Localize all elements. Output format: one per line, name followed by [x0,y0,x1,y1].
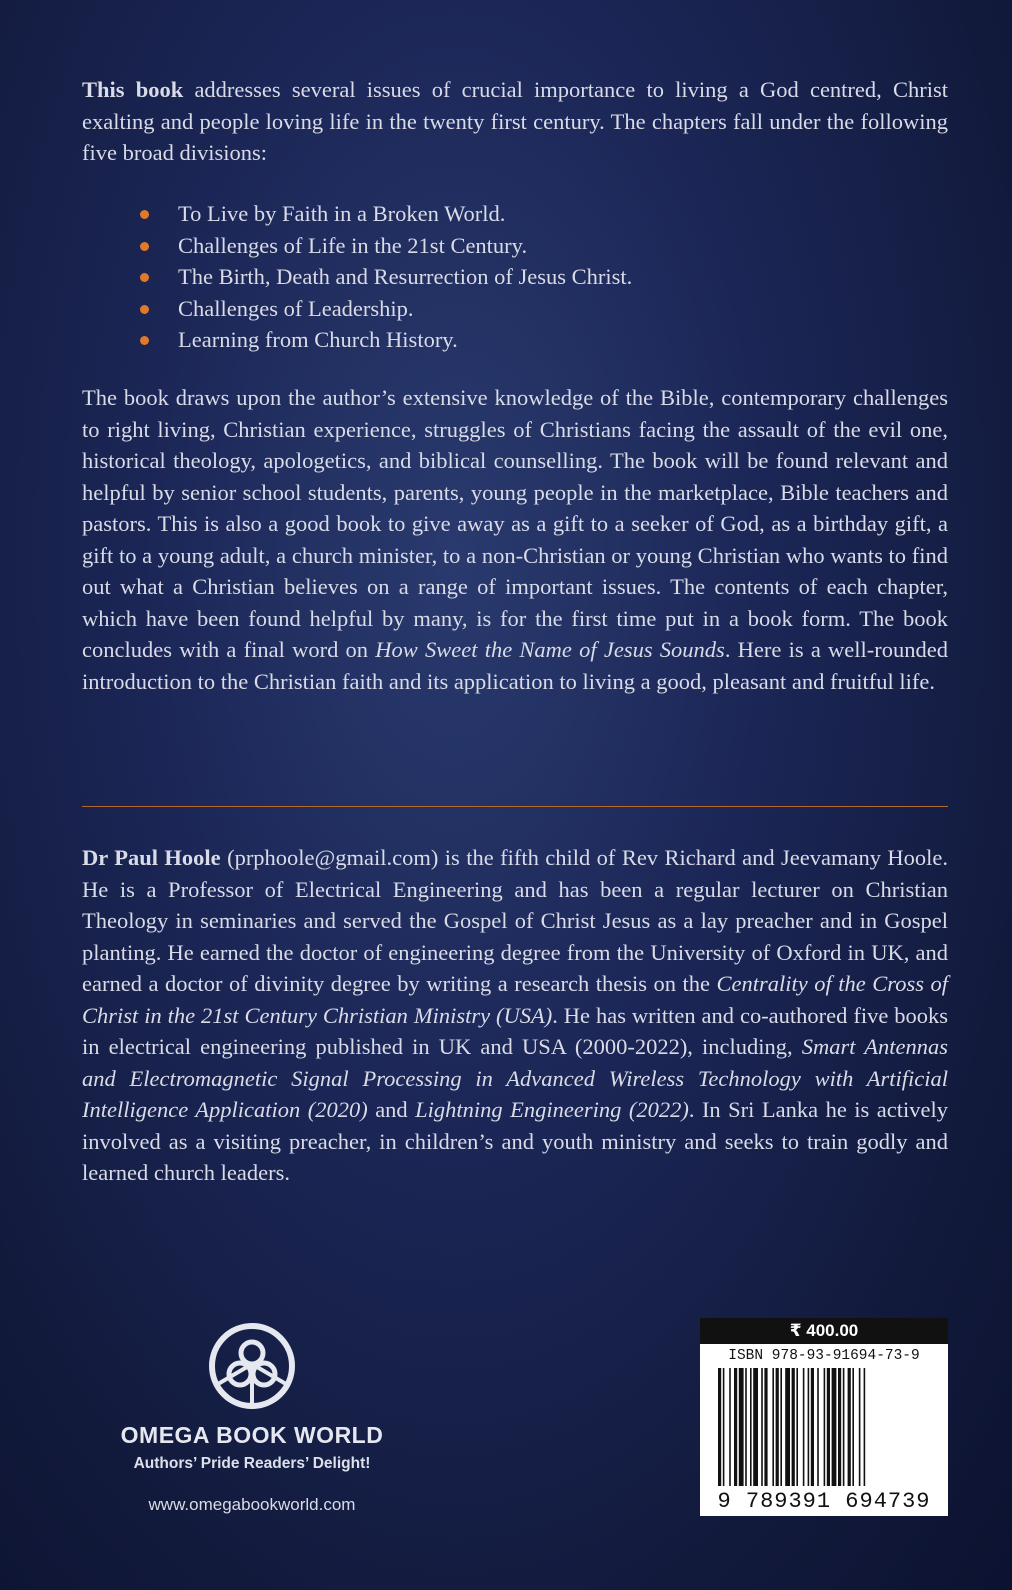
barcode-digits: 9 789391 694739 [717,1489,931,1514]
intro-text: addresses several issues of crucial importance to living a God centred, Christ exalting and people loving life in the twenty first century. The chapters fall under the following five broad divisions: [82,77,948,165]
intro-paragraph [82,74,948,169]
list-item [140,261,632,293]
barcode-block [700,1318,948,1516]
list-item [140,230,632,262]
division-label: Learning from Church History. [178,327,458,352]
bio-part-2: . He has written and co-authored five books in electrical engineering published in UK and USA (2000-2022), including, [82,1002,948,1059]
description-text: The book draws upon the author’s extensive knowledge of the Bible, contemporary challenges to right living, Christian experience, struggles of Christians facing the assault of the evil one, historical theology, apologetics, and biblical counselling. The book will be found relevant and helpful by senior school students, parents, young people in the marketplace, Bible teachers and pastors. This is also a good book to give away as a gift to a seeker of God, as a birthday gift, a gift to a young adult, a church minister, to a non-Christian or young Christian who wants to find out what a Christian believes on a range of important issues. The contents of each chapter, which have been found helpful by many, is for the first time put in a book form. The book concludes with a final word on [82,385,948,662]
publisher-block [82,1322,422,1515]
division-label: Challenges of Life in the 21st Century. [178,232,528,258]
description-italic-title: How Sweet the Name of Jesus Sounds [375,637,725,662]
bio-italic-1: Centrality of the Cross of Christ in the 21st Century Christian Ministry (USA) [82,971,948,1028]
section-divider [82,806,948,807]
bio-italic-2: Smart Antennas and Electromagnetic Signal Processing in Advanced Wireless Technology with Artificial Intelligence Application (2020) [82,1034,949,1122]
division-label: Challenges of Leadership. [178,295,414,321]
isbn-text: ISBN 978-93-91694-73-9 [728,1348,920,1364]
publisher-tagline: Authors’ Pride Readers’ Delight! [133,1455,371,1472]
bullet-icon [140,336,149,345]
list-item [140,198,632,230]
bullet-icon [140,210,149,219]
bio-italic-3: Lightning Engineering (2022) [415,1097,689,1122]
isbn-area [700,1344,948,1516]
description-tail: . Here is a well-rounded introduction to the Christian faith and its application to living a good, pleasant and fruitful life. [82,637,948,694]
division-label: To Live by Faith in a Broken World. [178,201,506,226]
list-item [140,293,632,325]
bullet-icon [140,305,149,314]
bio-part-1: (prphoole@gmail.com) is the fifth child of Rev Richard and Jeevamany Hoole. He is a Professor of Electrical Engineering and has been a regular lecturer on Christian Theology in seminaries and served the Gospel of Christ Jesus as a lay preacher and in Gospel planting. He earned the doctor of engineering degree from the University of Oxford in UK, and earned a doctor of divinity degree by writing a research thesis on the [82,845,948,996]
description-paragraph [82,382,948,697]
omega-trefoil-logo-icon [208,1322,296,1410]
bio-part-3: and [367,1097,416,1122]
divisions-list [140,198,632,356]
author-name: Dr Paul Hoole [82,845,221,870]
division-label: The Birth, Death and Resurrection of Jesus Christ. [178,264,633,289]
author-bio-paragraph [82,842,948,1189]
list-item [140,324,632,356]
bullet-icon [140,242,149,251]
publisher-url: www.omegabookworld.com [148,1495,356,1514]
price-label: ₹ 400.00 [700,1318,948,1344]
bio-part-4: . In Sri Lanka he is actively involved as a visiting preacher, in children’s and youth ministry and seeks to train godly and learned church leaders. [82,1097,948,1185]
publisher-name: OMEGA BOOK WORLD [120,1422,384,1448]
bullet-icon [140,273,149,282]
intro-lead: This book [82,77,184,102]
barcode-bars [718,1368,930,1486]
